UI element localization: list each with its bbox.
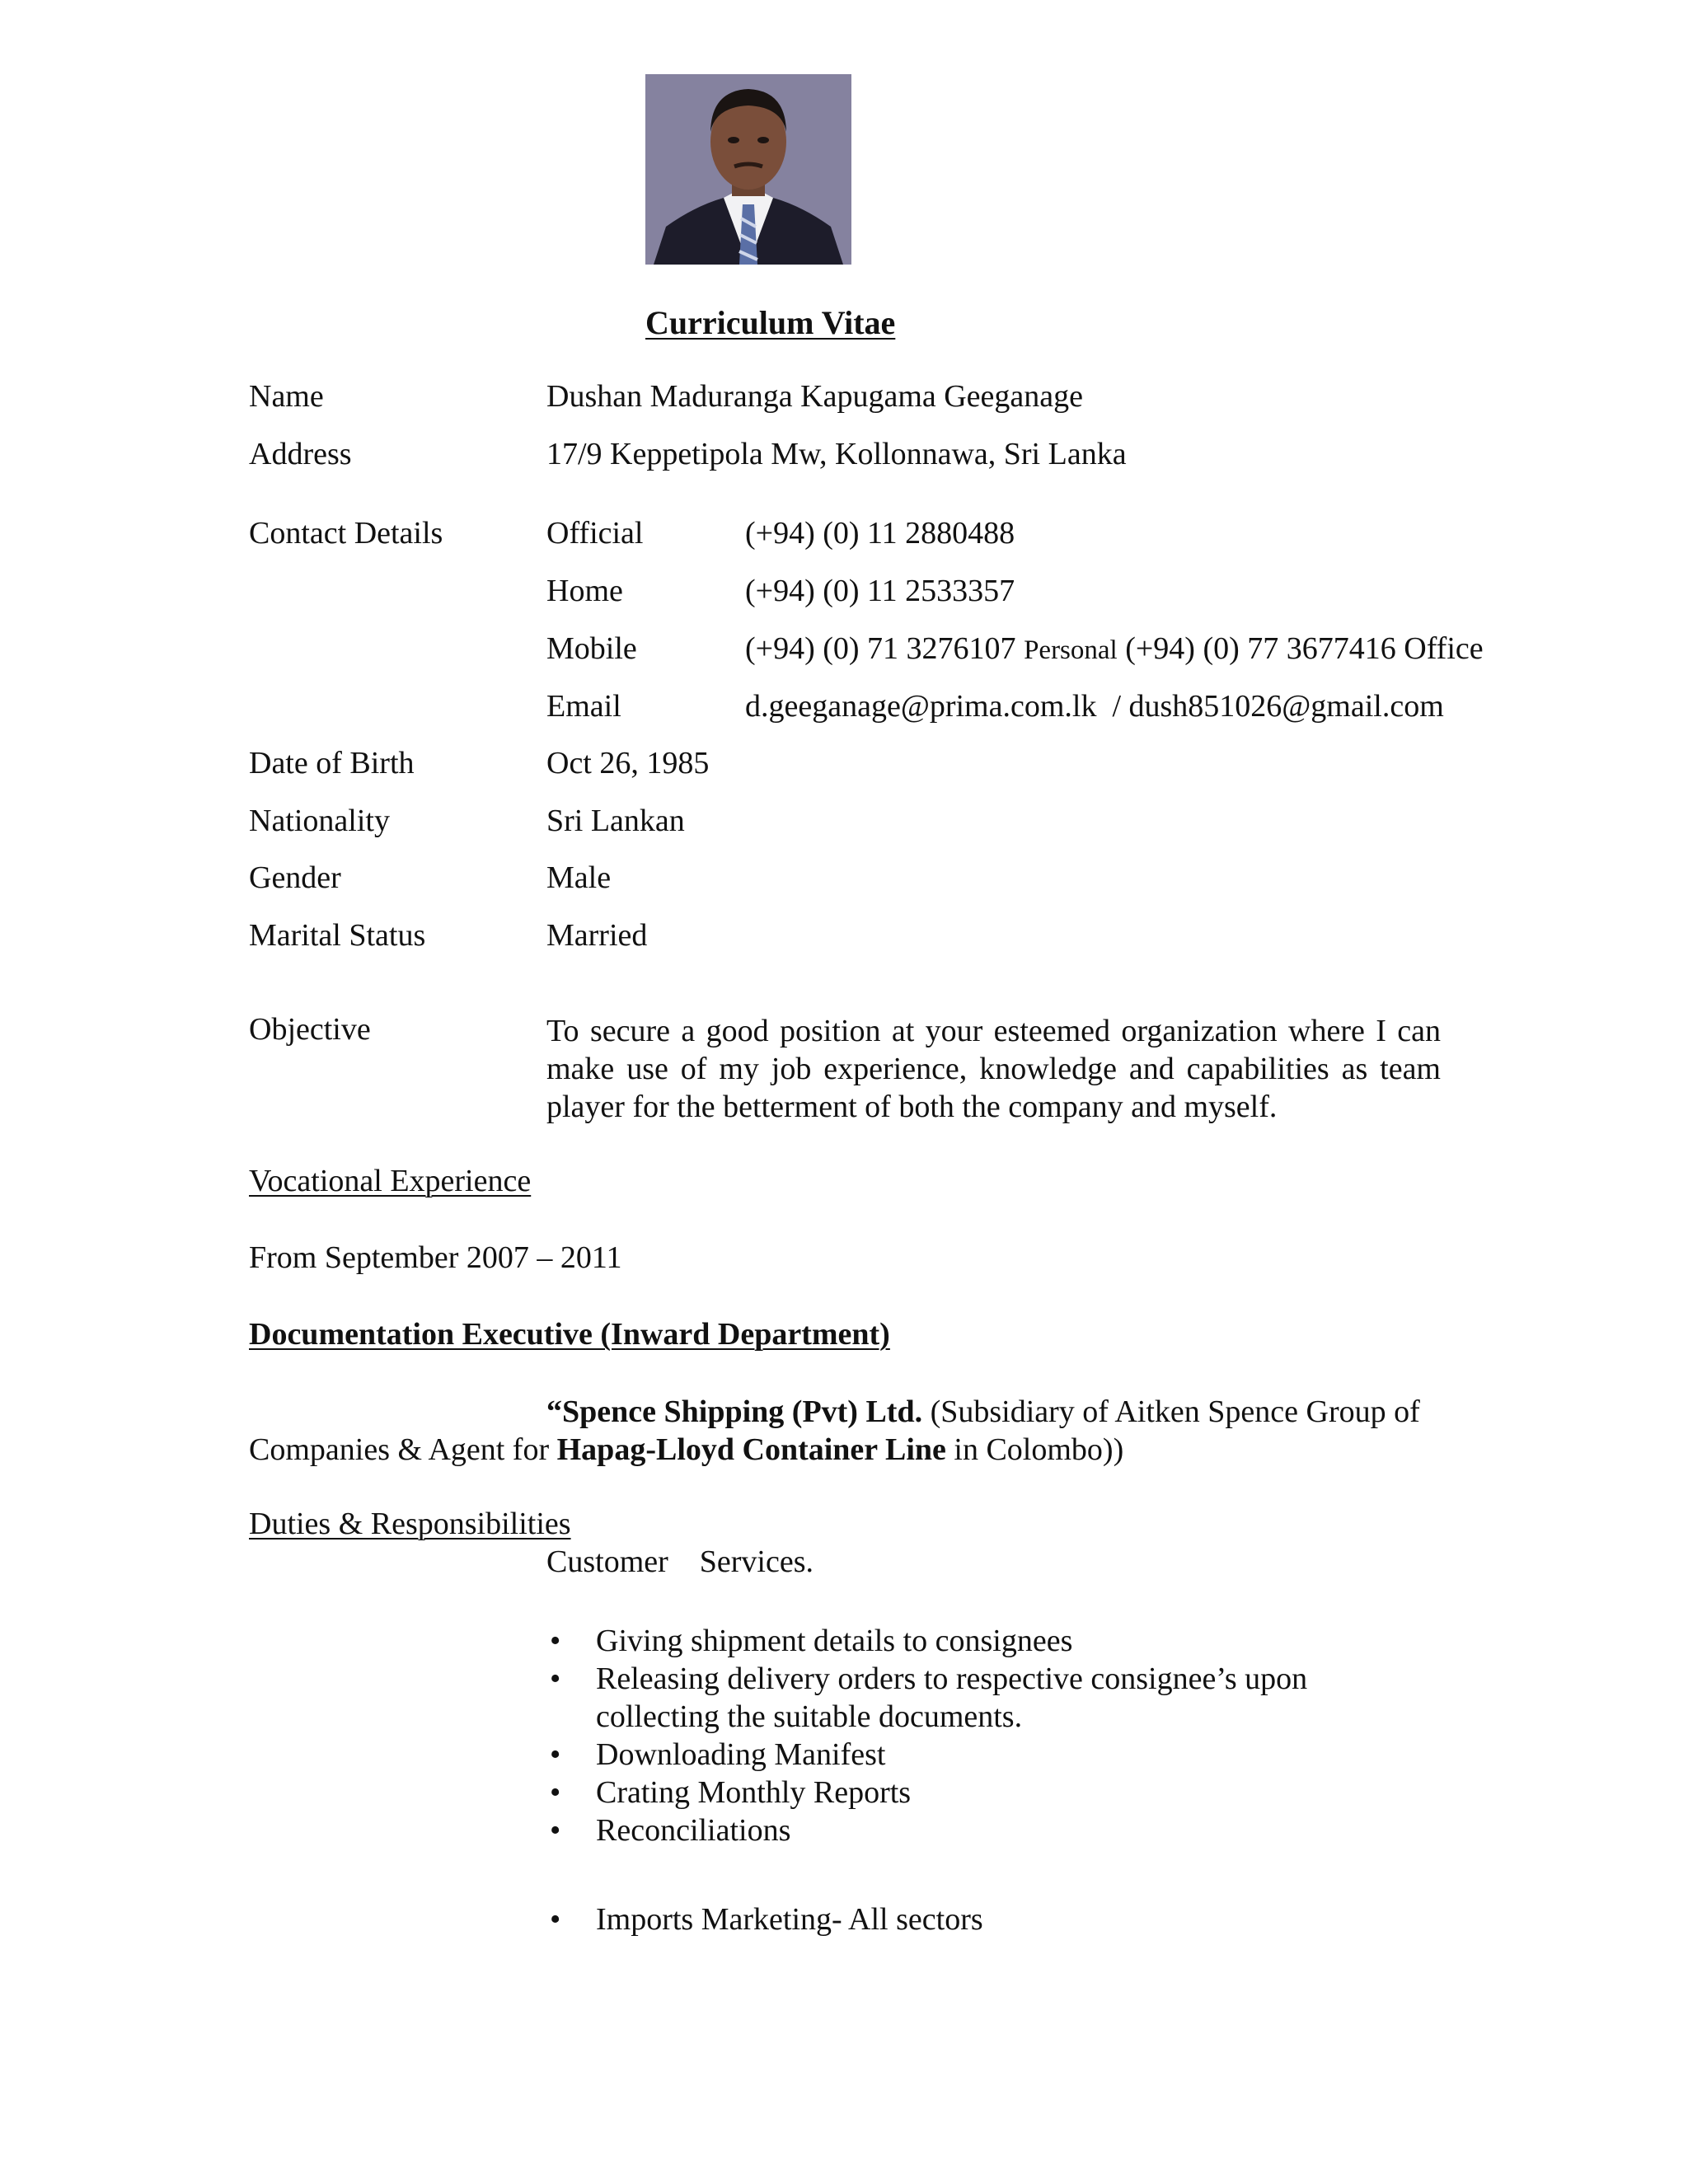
name-value: Dushan Maduranga Kapugama Geeganage — [546, 379, 1084, 414]
bullet-icon: • — [550, 1737, 561, 1772]
list-item — [546, 1811, 1453, 1849]
contact-email-value — [745, 691, 1444, 722]
company-desc-part1: (Subsidiary of Aitken Spence Group of Companies & Agent for — [249, 1394, 1420, 1467]
extra-duties-list — [546, 1900, 1453, 1938]
duty-text: Releasing delivery orders to respective consignee’s upon collecting the suitable documents. — [596, 1661, 1308, 1734]
contact-home-value: (+94) (0) 11 2533357 — [745, 574, 1015, 608]
company-name: “Spence Shipping (Pvt) Ltd. — [546, 1394, 923, 1429]
duty-text: Downloading Manifest — [596, 1737, 886, 1772]
list-item — [546, 1736, 1453, 1774]
objective-label: Objective — [249, 1012, 371, 1047]
address-value: 17/9 Keppetipola Mw, Kollonnawa, Sri Lanka — [546, 437, 1127, 471]
gender-value: Male — [546, 860, 612, 895]
position-title: Documentation Executive (Inward Department) — [249, 1317, 890, 1352]
dob-value: Oct 26, 1985 — [546, 746, 710, 780]
dob-label: Date of Birth — [249, 746, 415, 780]
contact-details-label: Contact Details — [249, 516, 443, 551]
list-item — [546, 1900, 1453, 1938]
company-desc-part2: in Colombo)) — [945, 1432, 1124, 1467]
contact-home-label: Home — [546, 574, 623, 608]
email-official: d.geeganage@prima.com.lk — [745, 689, 1097, 724]
company-description — [249, 1393, 1477, 1469]
nationality-label: Nationality — [249, 804, 390, 838]
duties-intro: Customer Services. — [546, 1544, 814, 1579]
objective-text: To secure a good position at your esteemed organization where I can make use of my job experience, knowledge and capabilities as team player for the betterment of both the company and myself. — [546, 1014, 1441, 1124]
duty-text: Giving shipment details to consignees — [596, 1624, 1073, 1658]
list-item — [546, 1660, 1453, 1736]
mobile-personal-tag: Personal — [1024, 635, 1118, 665]
contact-official-value: (+94) (0) 11 2880488 — [745, 516, 1015, 551]
duty-text: Imports Marketing- All sectors — [596, 1902, 983, 1937]
list-item — [546, 1774, 1453, 1811]
profile-photo — [645, 74, 851, 265]
email-personal: dush851026@gmail.com — [1128, 689, 1444, 724]
vocational-experience-heading: Vocational Experience — [249, 1164, 532, 1198]
experience-period: From September 2007 – 2011 — [249, 1240, 622, 1275]
contact-email-label: Email — [546, 689, 621, 724]
contact-mobile-label: Mobile — [546, 631, 637, 666]
duties-heading: Duties & Responsibilities — [249, 1507, 571, 1541]
bullet-icon: • — [550, 1775, 561, 1810]
duty-text: Crating Monthly Reports — [596, 1775, 912, 1810]
company-agency-name: Hapag-Lloyd Container Line — [556, 1432, 946, 1467]
duties-list — [546, 1622, 1453, 1849]
bullet-icon: • — [550, 1661, 561, 1696]
address-label: Address — [249, 437, 352, 471]
mobile-office-number: (+94) (0) 77 3677416 Office — [1125, 631, 1484, 666]
marital-status-label: Marital Status — [249, 918, 426, 953]
nationality-value: Sri Lankan — [546, 804, 685, 838]
gender-label: Gender — [249, 860, 341, 895]
bullet-icon: • — [550, 1624, 561, 1658]
list-item — [546, 1622, 1453, 1660]
name-label: Name — [249, 379, 324, 414]
mobile-personal-number: (+94) (0) 71 3276107 — [745, 631, 1016, 666]
bullet-icon: • — [550, 1813, 561, 1848]
person-portrait-icon — [645, 74, 851, 265]
duty-text: Reconciliations — [596, 1813, 791, 1848]
email-separator: / — [1112, 689, 1122, 724]
contact-official-label: Official — [546, 516, 644, 551]
contact-mobile-value — [745, 633, 1484, 664]
marital-status-value: Married — [546, 918, 648, 953]
document-title: Curriculum Vitae — [645, 304, 896, 341]
bullet-icon: • — [550, 1902, 561, 1937]
